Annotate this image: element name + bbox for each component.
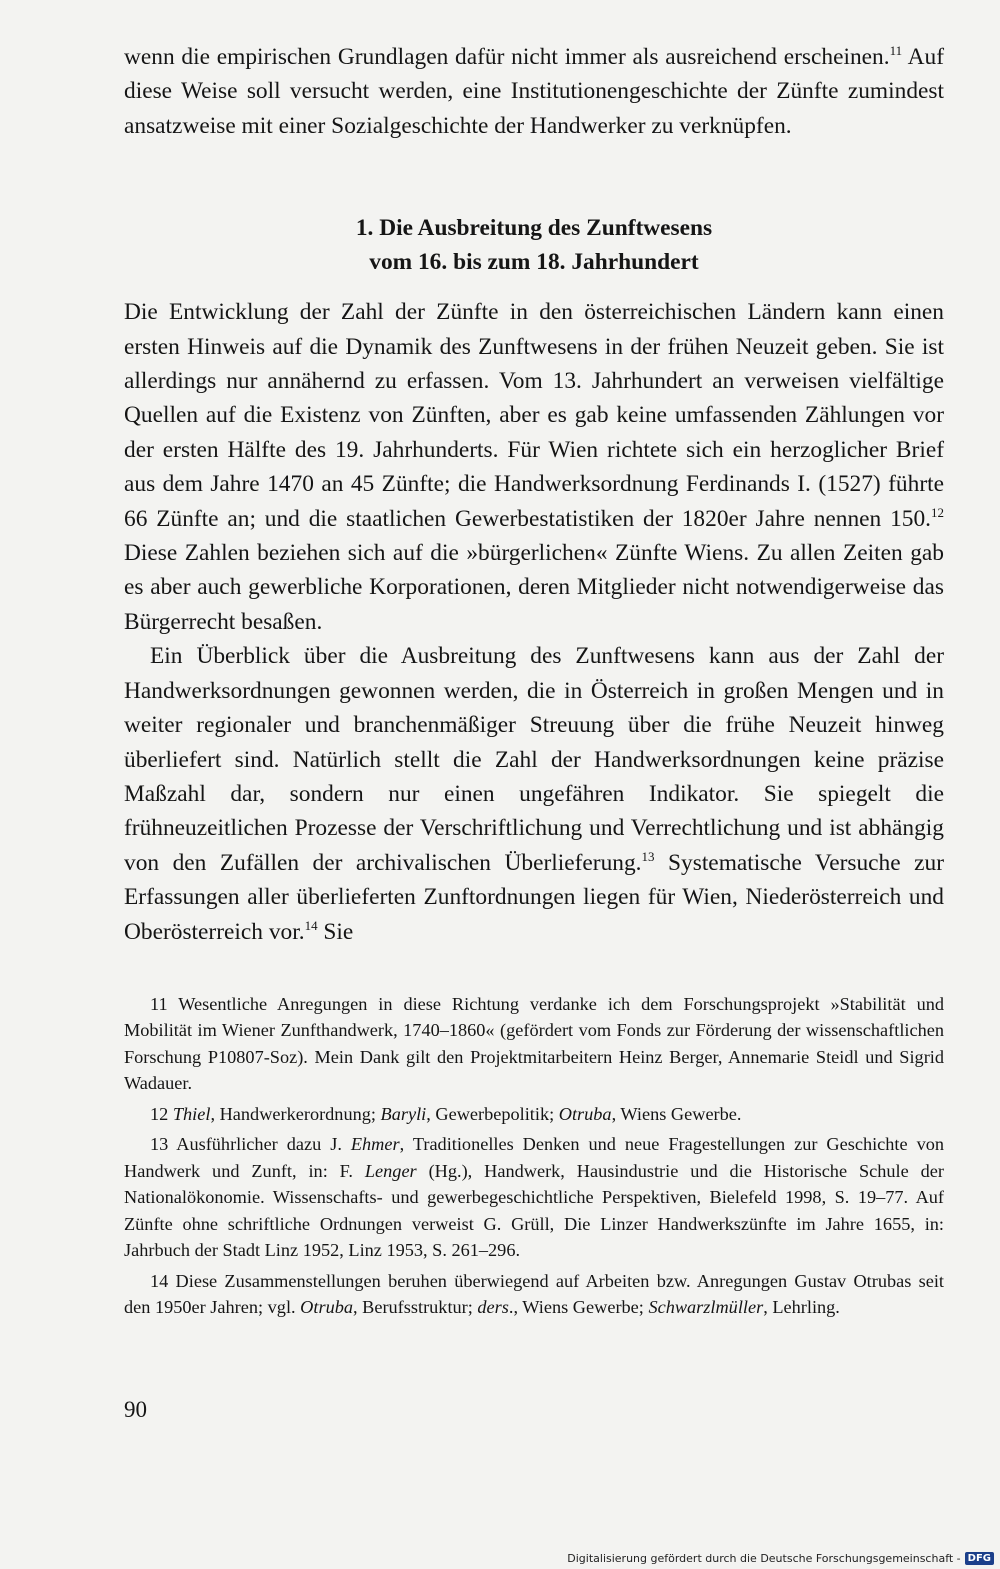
footnote-14: 14 Diese Zusammenstellungen beruhen überwiegend auf Arbeiten bzw. Anregungen Gustav Otrubas seit den 1950er Jahren; vgl. Otruba, Berufsstruktur; ders., Wiens Gewerbe; Schwarzlmüller, Lehrling.	[124, 1270, 944, 1318]
paragraph-1	[124, 295, 944, 639]
paragraph-1-text-cont: Diese Zahlen beziehen sich auf die »bürgerlichen« Zünfte Wiens. Zu allen Zeiten gab es aber auch gewerbliche Korporationen, deren Mitglieder nicht notwendigerweise das Bürgerrecht besaßen.	[124, 540, 944, 635]
intro-text: wenn die empirischen Grundlagen dafür nicht immer als ausreichend erscheinen.	[124, 44, 890, 70]
footnote-ref-11: 11	[889, 43, 903, 59]
paragraph-2-text: Ein Überblick über die Ausbreitung des Zunftwesens kann aus der Zahl der Handwerksordnungen gewonnen werden, die in Österreich in großen Mengen und in weiter regionaler und branchenmäßiger Streuung über die frühe Neuzeit hinweg überliefert sind. Natürlich stellt die Zahl der Handwerksordnungen keine präzise Maßzahl dar, sondern nur einen ungefähren Indikator. Sie spiegelt die frühneuzeitlichen Prozesse der Verschriftlichung und Verrechtlichung und ist abhängig von den Zufällen der archivalischen Überlieferung.	[124, 643, 944, 876]
footnotes	[124, 991, 944, 1321]
section-heading-line2: vom 16. bis zum 18. Jahrhundert	[369, 249, 699, 276]
paragraph-2	[124, 639, 944, 949]
intro-text-cont: Auf diese Weise soll versucht werden, eine Institutionengeschichte der Zünfte zumindest ansatzweise mit einer Sozialgeschichte der Handwerker zu verknüpfen.	[124, 44, 944, 139]
dfg-logo: DFG	[965, 1552, 994, 1565]
credit-text: Digitalisierung gefördert durch die Deutsche Forschungsgemeinschaft -	[567, 1552, 961, 1565]
section-heading-line1: 1. Die Ausbreitung des Zunftwesens	[355, 215, 713, 242]
footnote-ref-14: 14	[304, 917, 318, 933]
footnote-11: 11 Wesentliche Anregungen in diese Richtung verdanke ich dem Forschungsprojekt »Stabilität und Mobilität im Wiener Zunfthandwerk, 1740–1860« (gefördert vom Fonds zur Förderung der wissenschaftlichen Forschung P10807-Soz). Mein Dank gilt den Projektmitarbeitern Heinz Berger, Annemarie Steidl und Sigrid Wadauer.	[124, 993, 944, 1094]
footnote-ref-13: 13	[641, 848, 655, 864]
footnote-13: 13 Ausführlicher dazu J. Ehmer, Traditionelles Denken und neue Fragestellungen zur Geschichte von Handwerk und Zunft, in: F. Lenger (Hg.), Handwerk, Hausindustrie und die Historische Schule der Nationalökonomie. Wissenschafts- und gewerbegeschichtliche Perspektiven, Bielefeld 1998, S. 19–77. Auf Zünfte ohne schriftliche Ordnungen verweist G. Grüll, Die Linzer Handwerkszünfte im Jahre 1655, in: Jahrbuch der Stadt Linz 1952, Linz 1953, S. 261–296.	[124, 1134, 945, 1261]
footnote-ref-12: 12	[931, 504, 944, 520]
paragraph-2-text-cont: Systematische Versuche zur Erfassungen aller überlieferten Zunftordnungen liegen für Wien, Niederösterreich und Oberösterreich vor.	[124, 849, 944, 945]
page-number: 90	[124, 1397, 147, 1422]
section-heading	[124, 211, 944, 279]
book-page	[124, 40, 944, 1325]
intro-paragraph	[124, 40, 944, 143]
paragraph-1-text: Die Entwicklung der Zahl der Zünfte in den österreichischen Ländern kann einen ersten Hinweis auf die Dynamik des Zunftwesens in der frühen Neuzeit geben. Sie ist allerdings nur annähernd zu erfassen. Vom 13. Jahrhundert an verweisen vielfältige Quellen auf die Existenz von Zünften, aber es gab keine umfassenden Zählungen vor der ersten Hälfte des 19. Jahrhunderts. Für Wien richtete sich ein herzoglicher Brief aus dem Jahre 1470 an 45 Zünfte; die Handwerksordnung Ferdinands I. (1527) führte 66 Zünfte an; und die staatlichen Gewerbestatistiken der 1820er Jahre nennen 150.	[124, 299, 944, 532]
footnote-12: 12 Thiel, Handwerkerordnung; Baryli, Gewerbepolitik; Otruba, Wiens Gewerbe.	[150, 1103, 742, 1124]
paragraph-2-text-end: Sie	[317, 918, 354, 945]
digitization-credit	[567, 1552, 994, 1565]
